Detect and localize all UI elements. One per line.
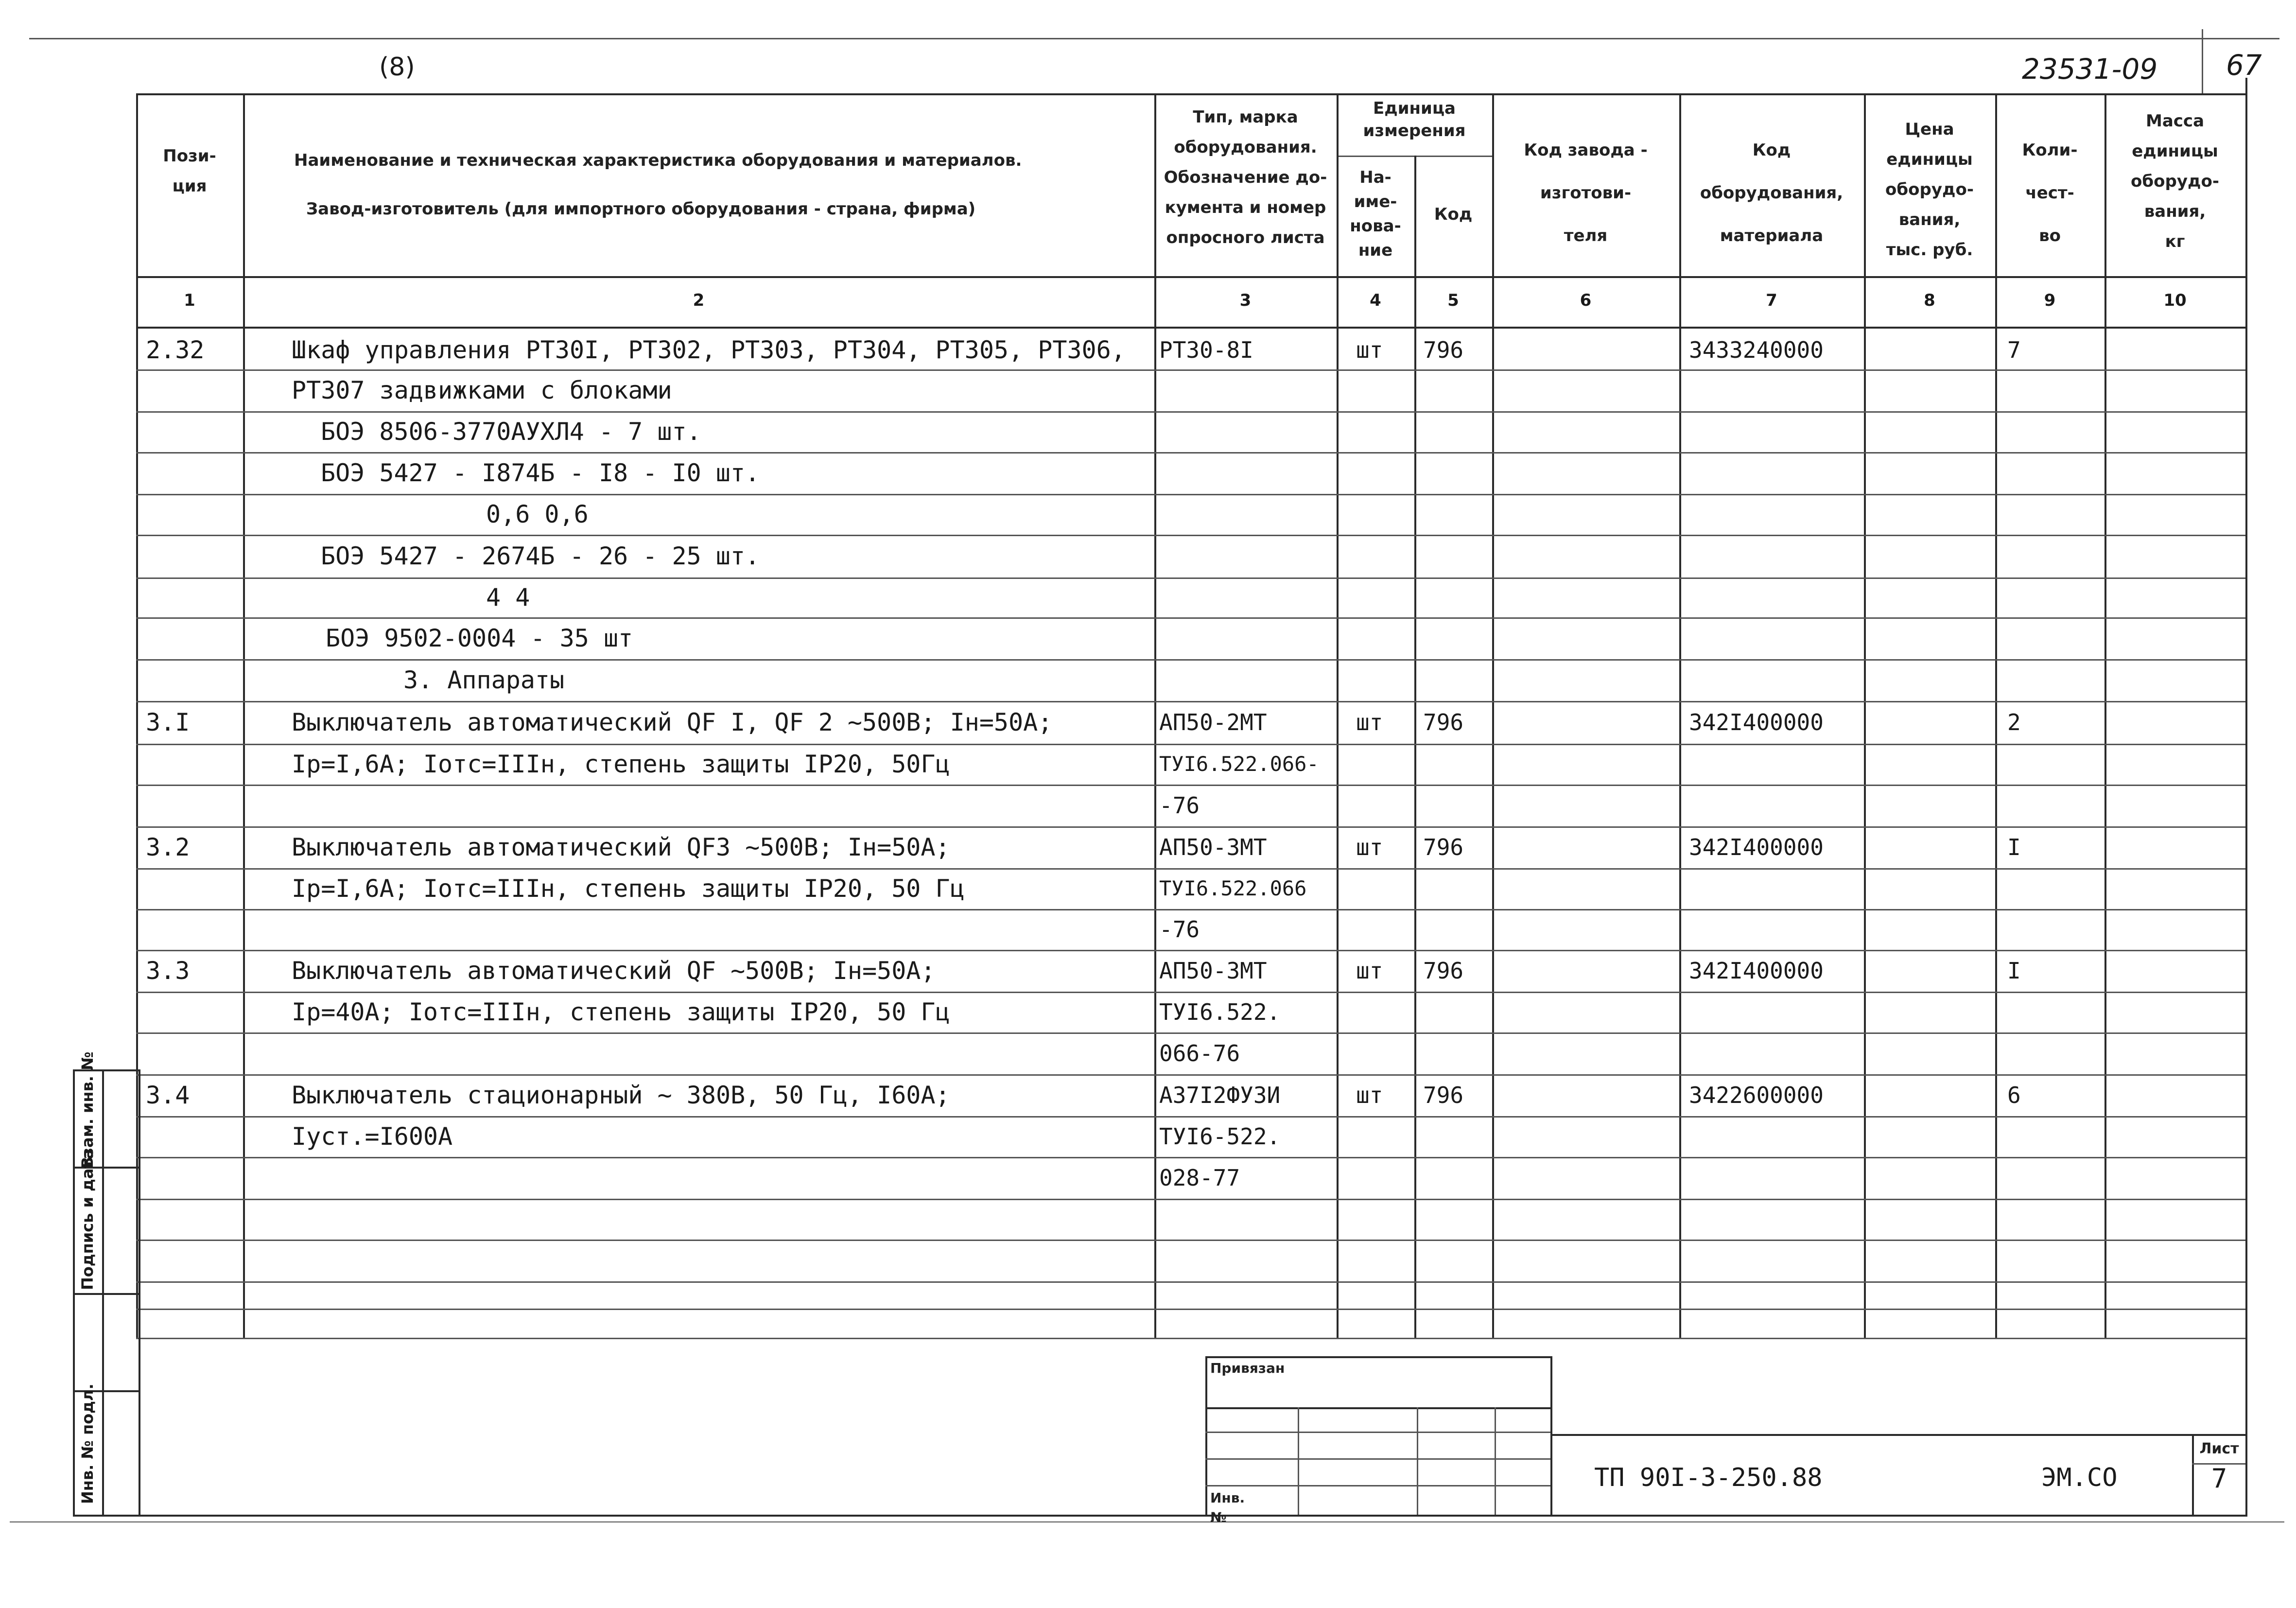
cell-equipment-code: 3422600000 <box>1689 1082 1824 1108</box>
cell-type: ТУI6.522. <box>1159 999 1281 1025</box>
sheet-label: Лист <box>2199 1440 2239 1457</box>
row-divider <box>136 535 2245 536</box>
cell-equipment-code: 3433240000 <box>1689 337 1824 363</box>
row-divider <box>136 992 2245 993</box>
cell-type: А37I2ФУЗИ <box>1159 1082 1281 1108</box>
cell-name: БОЭ 5427 - 2674Б - 26 - 25 шт. <box>321 542 760 570</box>
row-divider <box>136 1281 2245 1283</box>
header-factory-code: Код завода - изготови- теля <box>1524 140 1648 245</box>
row-divider <box>136 411 2245 413</box>
cell-quantity: I <box>2007 834 2021 860</box>
row-divider <box>136 1074 2245 1076</box>
cell-equipment-code: 342I400000 <box>1689 958 1824 984</box>
inv-no-label: Инв. № <box>1210 1490 1245 1525</box>
cell-quantity: 2 <box>2007 709 2021 735</box>
col-num-5: 5 <box>1447 291 1459 310</box>
header-mass: Масса единицы оборудо- вания, кг <box>2131 111 2219 251</box>
cell-unit-code: 796 <box>1423 958 1464 984</box>
cell-unit: шт <box>1356 709 1383 735</box>
row-divider <box>136 494 2245 495</box>
col-num-6: 6 <box>1580 291 1592 310</box>
cell-unit: шт <box>1356 1082 1383 1108</box>
cell-position: 3.2 <box>146 833 190 861</box>
header-type: Тип, марка оборудования. Обозначение до- кумента и номер опросного листа <box>1164 107 1327 247</box>
cell-unit-code: 796 <box>1423 1082 1464 1108</box>
cell-type: ТУI6.522.066 <box>1159 876 1307 900</box>
cell-equipment-code: 342I400000 <box>1689 709 1824 735</box>
cell-name: Выключатель автоматический QF I, QF 2 ~500В; Iн=50А; <box>292 708 1053 736</box>
row-divider <box>136 659 2245 661</box>
cell-name: Выключатель стационарный ~ 380В, 50 Гц, I60А; <box>292 1081 950 1109</box>
col-num-9: 9 <box>2044 291 2056 310</box>
cell-name: Iуст.=I600А <box>292 1122 453 1151</box>
cell-type: РТ30-8I <box>1159 337 1253 363</box>
cell-unit-code: 796 <box>1423 337 1464 363</box>
section-code: ЭМ.СО <box>2041 1463 2118 1492</box>
cell-name: Iр=I,6А; Iотс=IIIн, степень защиты IP20, 50 Гц <box>292 874 965 903</box>
cell-name: РТ307 задвижками с блоками <box>292 376 672 404</box>
cell-type: -76 <box>1159 916 1200 943</box>
row-divider <box>136 909 2245 910</box>
cell-type: АП50-3МТ <box>1159 834 1267 860</box>
cell-name: Выключатель автоматический QF3 ~500В; Iн=50А; <box>292 833 950 861</box>
row-divider <box>136 950 2245 951</box>
cell-type: АП50-2МТ <box>1159 709 1267 735</box>
cell-name: Шкаф управления РТ30I, РТ302, РТ303, РТ304, РТ305, РТ306, <box>292 336 1126 364</box>
header-unit-code: Код <box>1434 205 1473 224</box>
header-position: Пози- ция <box>163 146 216 196</box>
cell-equipment-code: 342I400000 <box>1689 834 1824 860</box>
header-equipment-code: Код оборудования, материала <box>1700 140 1844 245</box>
row-divider <box>136 1116 2245 1118</box>
row-divider <box>136 1240 2245 1241</box>
row-divider <box>136 744 2245 745</box>
cell-unit: шт <box>1356 834 1383 860</box>
row-divider <box>136 868 2245 870</box>
header-unit-name: На- име- нова- ние <box>1350 168 1401 260</box>
row-divider <box>136 826 2245 828</box>
row-divider <box>136 785 2245 786</box>
cell-type: ТУI6-522. <box>1159 1123 1281 1150</box>
row-divider <box>136 369 2245 371</box>
cell-unit-code: 796 <box>1423 834 1464 860</box>
cell-name: БОЭ 8506-3770АУХЛ4 - 7 шт. <box>321 418 701 446</box>
header-quantity: Коли- чест- во <box>2022 140 2078 245</box>
cell-position: 2.32 <box>146 336 205 364</box>
sidebar-vzam: Взам. инв. № <box>78 1051 97 1169</box>
cell-position: 3.3 <box>146 957 190 985</box>
row-divider <box>136 1032 2245 1034</box>
row-divider <box>136 452 2245 454</box>
cell-name: Iр=I,6А; Iотс=IIIн, степень защиты IP20, 50Гц <box>292 750 950 778</box>
cell-unit: шт <box>1356 958 1383 984</box>
row-divider <box>136 1338 2245 1339</box>
row-divider <box>136 577 2245 579</box>
row-divider <box>136 617 2245 619</box>
top-paren-mark: (8) <box>379 52 415 82</box>
col-num-10: 10 <box>2163 291 2187 310</box>
header-name: Наименование и техническая характеристика оборудования и материалов. Завод-изготовитель (для импортного оборудования - страна, фирма) <box>294 151 1022 219</box>
cell-name: БОЭ 5427 - I874Б - I8 - I0 шт. <box>321 459 760 487</box>
sidebar-podpis: Подпись и дата <box>78 1149 97 1290</box>
cell-name: 4 4 <box>486 583 530 612</box>
cell-quantity: 7 <box>2007 337 2021 363</box>
cell-name: Выключатель автоматический QF ~500В; Iн=50А; <box>292 957 936 985</box>
cell-unit-code: 796 <box>1423 709 1464 735</box>
row-divider <box>136 1309 2245 1310</box>
col-num-3: 3 <box>1239 291 1252 310</box>
col-num-4: 4 <box>1370 291 1381 310</box>
sidebar-inv-podl: Инв. № подл. <box>78 1383 97 1504</box>
privyazan-label: Привязан <box>1210 1360 1285 1376</box>
col-num-7: 7 <box>1766 291 1777 310</box>
col-num-8: 8 <box>1924 291 1935 310</box>
cell-unit: шт <box>1356 337 1383 363</box>
row-divider <box>136 701 2245 702</box>
cell-position: 3.I <box>146 708 190 736</box>
cell-type: ТУI6.522.066- <box>1159 752 1319 776</box>
header-price: Цена единицы оборудо- вания, тыс. руб. <box>1885 120 1974 260</box>
row-divider <box>136 1157 2245 1158</box>
cell-quantity: I <box>2007 958 2021 984</box>
cell-name: БОЭ 9502-0004 - 35 шт <box>326 624 633 652</box>
col-num-2: 2 <box>693 291 705 310</box>
sheet-number: 7 <box>2211 1463 2227 1494</box>
doc-code: ТП 90I-3-250.88 <box>1594 1463 1823 1492</box>
cell-type: АП50-3МТ <box>1159 958 1267 984</box>
side-stamp <box>73 1051 141 1515</box>
cell-name: 3. Аппараты <box>403 666 565 694</box>
cell-type: 066-76 <box>1159 1040 1240 1066</box>
cell-quantity: 6 <box>2007 1082 2021 1108</box>
page-number-handwritten: 67 <box>2226 49 2262 82</box>
cell-name: 0,6 0,6 <box>486 500 589 528</box>
col-num-1: 1 <box>184 291 195 310</box>
cell-position: 3.4 <box>146 1081 190 1109</box>
row-divider <box>136 1199 2245 1200</box>
cell-name: Iр=40А; Iотс=IIIн, степень защиты IP20, 50 Гц <box>292 998 950 1026</box>
header-unit-group: Единица измерения <box>1363 99 1466 140</box>
doc-number-handwritten: 23531-09 <box>2022 52 2158 86</box>
cell-type: 028-77 <box>1159 1165 1240 1191</box>
cell-type: -76 <box>1159 792 1200 819</box>
